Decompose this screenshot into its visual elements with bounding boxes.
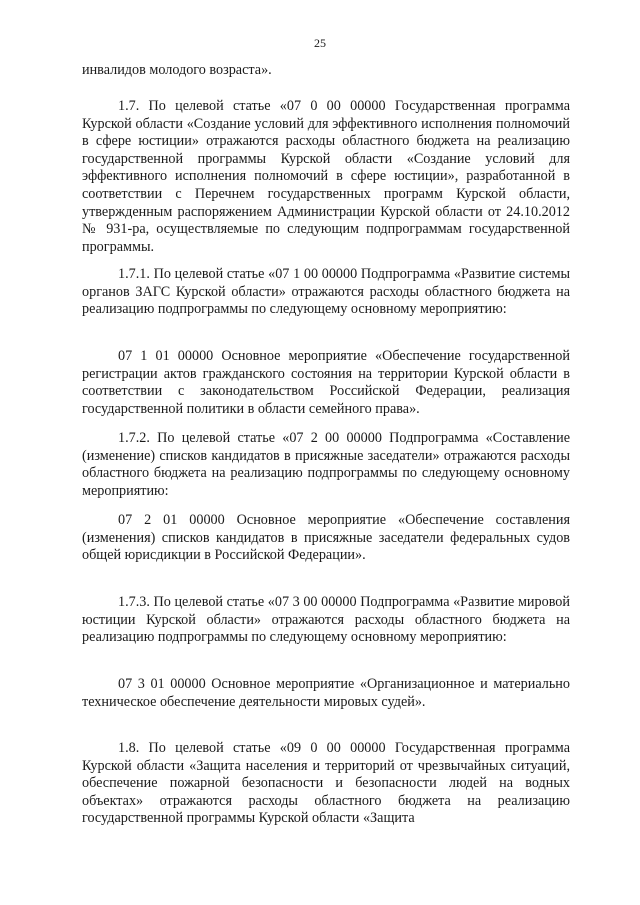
paragraph-1-7-1: 1.7.1. По целевой статье «07 1 00 00000 Подпрограмма «Развитие системы органов ЗАГС Курской области» отражаются расходы областного бюджета на реализацию подпрограммы по следующему основному мероприятию:: [82, 266, 570, 318]
paragraph-continuation: инвалидов молодого возраста».: [82, 62, 272, 78]
paragraph-07-3-01: 07 3 01 00000 Основное мероприятие «Организационное и материально техническое обеспечение деятельности мировых судей».: [82, 676, 570, 710]
paragraph-1-8: 1.8. По целевой статье «09 0 00 00000 Государственная программа Курской области «Защита населения и территорий от чрезвычайных ситуаций, обеспечение пожарной безопасности и безопасности людей на водных объектах» отражаются расходы областного бюджета на реализацию государственной программы Курской области «Защита: [82, 740, 570, 827]
paragraph-07-1-01: 07 1 01 00000 Основное мероприятие «Обеспечение государственной регистрации актов гражданского состояния на территории Курской области в соответствии с законодательством Российской Федерации, реализация государственной политики в области семейного права».: [82, 348, 570, 417]
page-number: 25: [314, 36, 326, 50]
paragraph-1-7-2: 1.7.2. По целевой статье «07 2 00 00000 Подпрограмма «Составление (изменение) списков кандидатов в присяжные заседатели» отражаются расходы областного бюджета на реализацию подпрограммы по следующему основному мероприятию:: [82, 430, 570, 499]
paragraph-1-7-3: 1.7.3. По целевой статье «07 3 00 00000 Подпрограмма «Развитие мировой юстиции Курской области» отражаются расходы областного бюджета на реализацию подпрограммы по следующему основному мероприятию:: [82, 594, 570, 646]
paragraph-07-2-01: 07 2 01 00000 Основное мероприятие «Обеспечение составления (изменения) списков кандидатов в присяжные заседатели федеральных судов общей юрисдикции в Российской Федерации».: [82, 512, 570, 564]
paragraph-1-7: 1.7. По целевой статье «07 0 00 00000 Государственная программа Курской области «Создание условий для эффективного исполнения полномочий в сфере юстиции» отражаются расходы областного бюджета на реализацию государственной программы Курской области «Создание условий для эффективного исполнения полномочий в сфере юстиции», разработанной в соответствии с Перечнем государственных программ Курской области, утвержденным распоряжением Администрации Курской области от 24.10.2012 № 931-ра, осуществляемые по следующим подпрограммам государственной программы.: [82, 98, 570, 255]
